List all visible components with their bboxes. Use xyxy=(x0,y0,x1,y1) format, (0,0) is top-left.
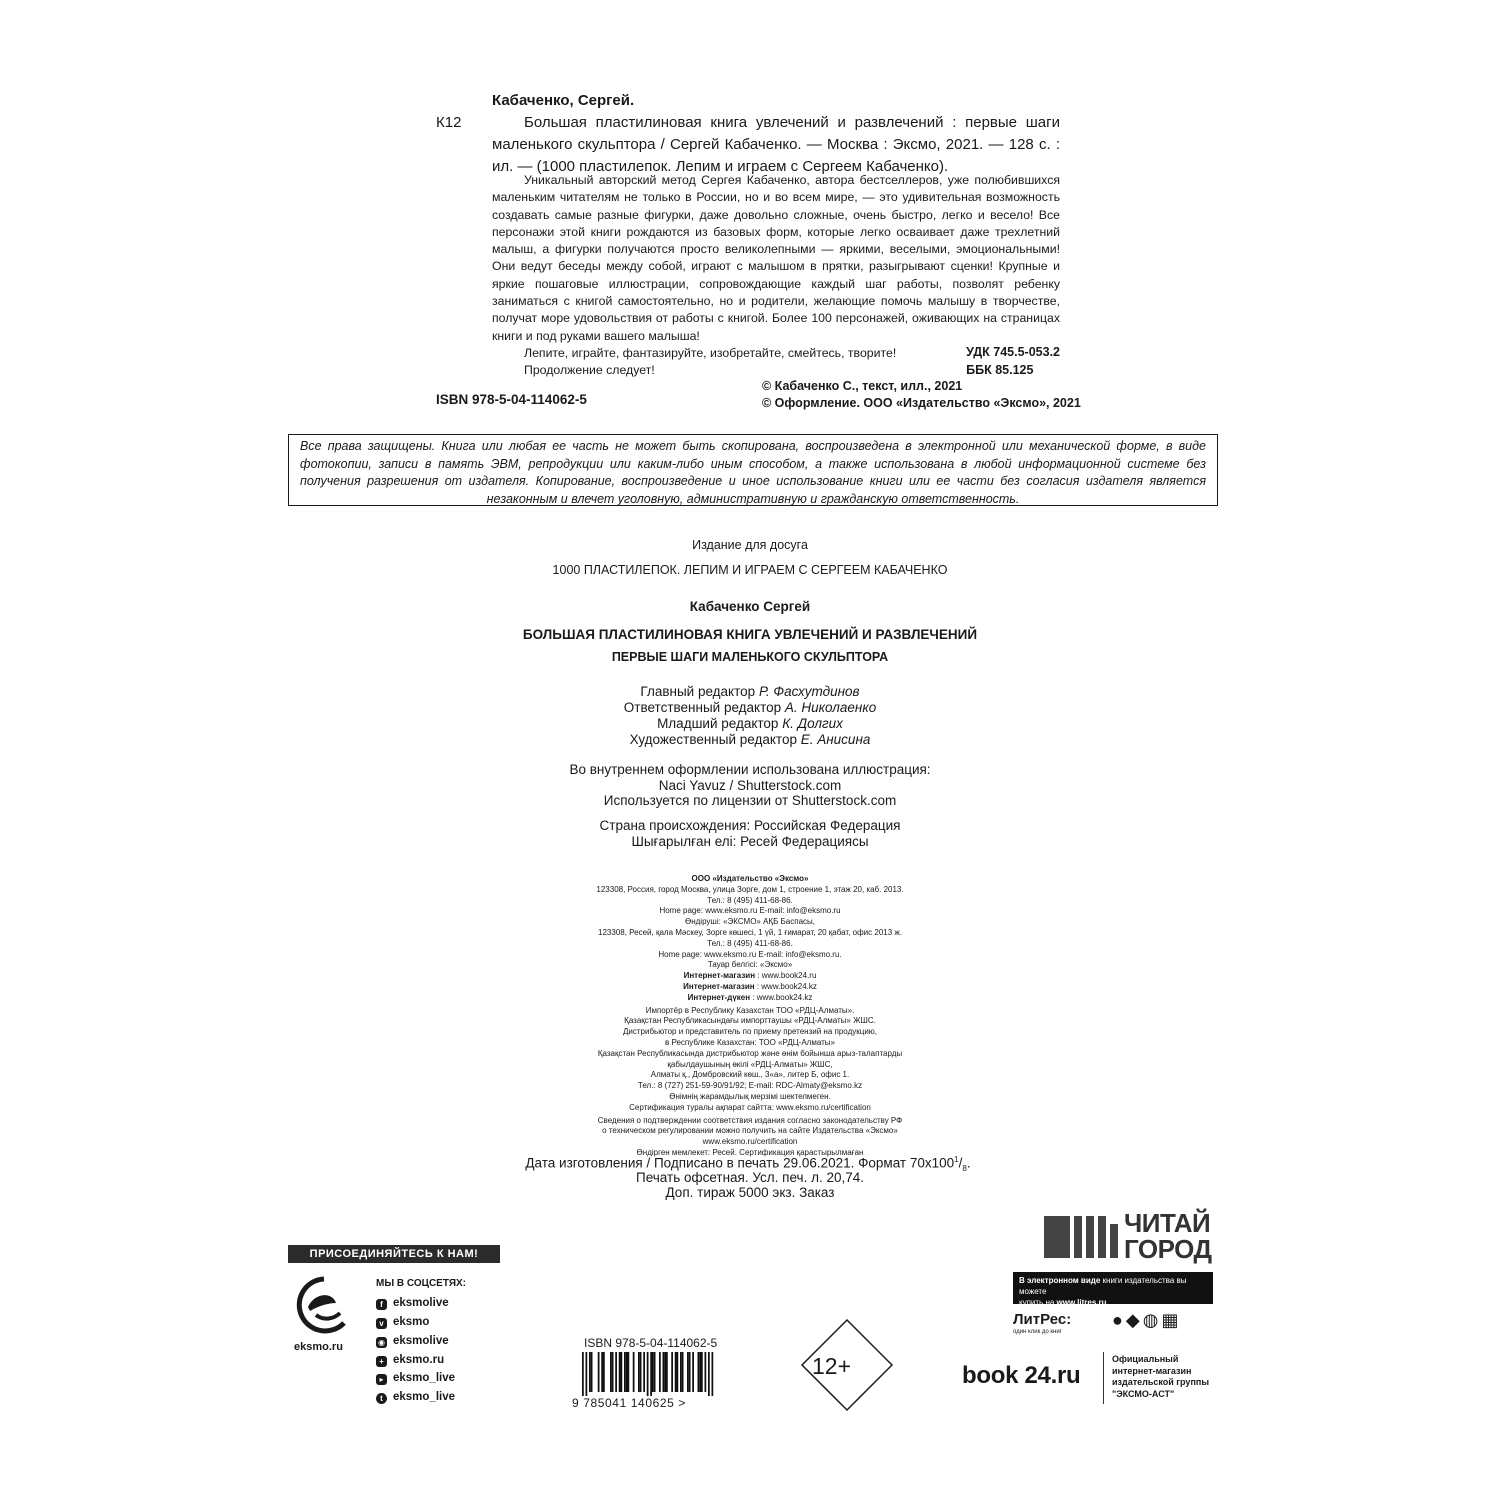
credit-person: А. Николаенко xyxy=(784,700,877,715)
age-rating: 12+ xyxy=(812,1353,852,1379)
print-date-text: Дата изготовления / Подписано в печать 29.06.2021. Формат 70x100 xyxy=(525,1155,955,1171)
barcode-bar xyxy=(633,1352,635,1392)
litres-banner[interactable] xyxy=(1013,1272,1213,1307)
barcode-bar xyxy=(615,1352,617,1392)
barcode-bar xyxy=(621,1352,623,1392)
chitai-gorod-wordmark[interactable] xyxy=(1124,1210,1212,1262)
credit-person: К. Долгих xyxy=(782,716,843,731)
barcode-bar xyxy=(689,1352,691,1392)
copyright-block xyxy=(762,378,1081,412)
imprint-line: Интернет-магазин : www.book24.ru xyxy=(683,971,817,981)
barcode-bar xyxy=(699,1352,701,1392)
imprint-line: в Республике Казахстан: ТОО «РДЦ-Алматы» xyxy=(665,1037,835,1047)
origin-ru: Страна происхождения: Российская Федерация xyxy=(599,818,901,833)
classification-code: К12 xyxy=(436,114,462,131)
book24-desc-line: Официальный xyxy=(1112,1354,1179,1364)
imprint-line: Алматы қ., Домбровский көш., 3«а», литер Б, офис 1. xyxy=(650,1070,850,1080)
apple-icon: ● xyxy=(1112,1310,1126,1330)
imprint-line: 123308, Ресей, қала Мәскеу, Зорге көшесі, 1 үй, 1 ғимарат, 20 қабат, офис 2013 ж. xyxy=(598,927,902,937)
author-name: Кабаченко Сергей xyxy=(689,599,811,614)
barcode-bar xyxy=(675,1352,677,1392)
format-denominator: 8 xyxy=(962,1164,967,1174)
instagram-icon: ◉ xyxy=(376,1337,387,1348)
imprint-block xyxy=(450,874,1050,1159)
social-link-instagram[interactable] xyxy=(376,1335,449,1348)
eksmo-logo-icon[interactable] xyxy=(294,1273,350,1337)
book24-desc-line: "ЭКСМО-АСТ" xyxy=(1112,1388,1175,1399)
annotation-paragraph: Продолжение следует! xyxy=(524,363,655,378)
social-label: eksmo_live xyxy=(393,1372,456,1384)
twitter-icon: t xyxy=(376,1393,387,1404)
barcode-bar xyxy=(591,1352,593,1392)
imprint-line: 123308, Россия, город Москва, улица Зорге, дом 1, строение 1, этаж 20, каб. 2013. xyxy=(596,884,904,894)
barcode-bar xyxy=(692,1352,694,1392)
print-run: Доп. тираж 5000 экз. Заказ xyxy=(665,1185,835,1200)
barcode-bar xyxy=(638,1352,640,1392)
barcode-bar xyxy=(589,1352,591,1392)
credit-person: Р. Фасхутдинов xyxy=(758,684,860,699)
book24-description xyxy=(1112,1354,1209,1400)
credit-person: Е. Анисина xyxy=(800,732,871,747)
credit-role: Ответственный редактор xyxy=(623,700,782,715)
bibliographic-description: Большая пластилиновая книга увлечений и развлечений : первые шаги маленького скульптора / Сергей Кабаченко. — Москва : Эксмо, 2021. — 128 с. : ил. — (1000 пластилепок. Лепим и играем с Сергеем Кабаченко). xyxy=(492,114,1060,175)
imprint-line: қабылдаушының өкілі «РДЦ-Алматы» ЖШС, xyxy=(667,1059,833,1069)
social-link-vk[interactable] xyxy=(376,1316,429,1329)
social-link-facebook[interactable] xyxy=(376,1297,449,1310)
chitai-gorod-line: ГОРОД xyxy=(1124,1234,1212,1264)
book24-desc-line: интернет-магазин xyxy=(1112,1365,1192,1376)
barcode-bar xyxy=(708,1352,710,1396)
print-date: Дата изготовления / Подписано в печать 29.06.2021. Формат $70x100^1/_8$. xyxy=(525,1155,971,1174)
barcode-bar xyxy=(663,1352,665,1392)
barcode-bar xyxy=(652,1352,654,1392)
social-label: eksmo.ru xyxy=(393,1354,445,1366)
social-label: eksmolive xyxy=(393,1297,449,1309)
join-us-banner: ПРИСОЕДИНЯЙТЕСЬ К НАМ! xyxy=(288,1245,500,1263)
copyright-design: © Оформление. ООО «Издательство «Эксмо», 2021 xyxy=(762,396,1081,410)
barcode-bar xyxy=(619,1352,621,1392)
imprint-line: www.eksmo.ru/certification xyxy=(702,1137,798,1147)
illustration-note: Во внутреннем оформлении использована иллюстрация: xyxy=(569,762,931,777)
social-label: eksmo xyxy=(393,1316,430,1328)
isbn-top: ISBN 978-5-04-114062-5 xyxy=(436,392,587,407)
divider xyxy=(1103,1352,1104,1404)
litres-banner-text: купить на xyxy=(1019,1298,1057,1307)
litres-url: www.litres.ru xyxy=(1056,1298,1107,1307)
book-title: БОЛЬШАЯ ПЛАСТИЛИНОВАЯ КНИГА УВЛЕЧЕНИЙ И РАЗВЛЕЧЕНИЙ xyxy=(522,627,978,642)
imprint-line: Интернет-магазин : www.book24.kz xyxy=(683,981,817,991)
barcode-bar xyxy=(612,1352,614,1392)
imprint-line: Сведения о подтверждении соответствия издания согласно законодательству РФ xyxy=(597,1115,903,1125)
copyright-text: © Кабаченко С., текст, илл., 2021 xyxy=(762,379,963,393)
imprint-line: Өндірген мемлекет: Ресей. Сертификация қарастырылмаған xyxy=(636,1147,864,1157)
imprint-line: Дистрибьютор и представитель по приему претензий на продукцию, xyxy=(622,1027,878,1037)
barcode-bar xyxy=(698,1352,700,1392)
print-method: Печать офсетная. Усл. печ. л. 20,74. xyxy=(636,1170,864,1185)
social-label: eksmolive xyxy=(393,1335,449,1347)
platform-icons xyxy=(1112,1310,1181,1331)
facebook-icon: f xyxy=(376,1299,387,1310)
odnoklassniki-icon: + xyxy=(376,1356,387,1367)
eksmo-site-link[interactable]: eksmo.ru xyxy=(294,1341,343,1353)
litres-tagline: один клик до книг xyxy=(1013,1329,1062,1335)
imprint-line: Тел.: 8 (495) 411-68-86. xyxy=(707,895,793,905)
windows-phone-icon: ◍ xyxy=(1142,1310,1162,1330)
annotation-paragraph: Уникальный авторский метод Сергея Кабаченко, автора бестселлеров, уже полюбившихся маленьким читателям не только в России, но и во всем мире, — это удивительная возможность создавать самые разные фигурки, даже довольно сложные, очень быстро, легко и весело! Все персонажи этой книги рождаются из базовых форм, которые легко осваивает даже трехлетний малыш, а фигурки получаются просто великолепными — яркими, веселыми, эмоциональными! Они ведут беседы между собой, играют с малышом в прятки, разыгрывают сценки! Крупные и яркие пошаговые иллюстрации, сопровождающие каждый шаг работы, позволят ребенку заниматься с книгой самостоятельно, но и родители, желающие помочь малышу в творчестве, получат море удовольствия от работы с книгой. Более 100 персонажей, оживающих на страницах книги и под руками вашего малыша! xyxy=(492,173,1060,343)
barcode-bar xyxy=(659,1352,661,1392)
imprint-line: Тел.: 8 (495) 411-68-86. xyxy=(707,938,793,948)
bbk-code: ББК 85.125 xyxy=(966,363,1034,377)
illustration-license: Используется по лицензии от Shutterstock.com xyxy=(603,793,897,808)
barcode-bar xyxy=(701,1352,703,1392)
chitai-gorod-logo-icon[interactable] xyxy=(1044,1216,1118,1258)
social-link-youtube[interactable] xyxy=(376,1372,455,1385)
litres-banner-text: книги издательства вы можете xyxy=(1019,1276,1187,1296)
barcode-digits: 9 785041 140625 > xyxy=(572,1396,686,1410)
credit-line xyxy=(0,716,1500,731)
imprint-line: Тел.: 8 (727) 251-59-90/91/92; E-mail: RDC-Almaty@eksmo.kz xyxy=(637,1081,863,1091)
credit-role: Главный редактор xyxy=(640,684,756,699)
barcode-icon xyxy=(580,1352,720,1396)
imprint-line: Сертификация туралы ақпарат сайтта: www.eksmo.ru/certification xyxy=(629,1102,871,1112)
series-title: 1000 ПЛАСТИЛЕПОК. ЛЕПИМ И ИГРАЕМ С СЕРГЕЕМ КАБАЧЕНКО xyxy=(552,563,948,577)
barcode-bar xyxy=(624,1352,626,1392)
social-link-twitter[interactable] xyxy=(376,1391,455,1404)
barcode-bar xyxy=(654,1352,656,1392)
barcode-bar xyxy=(705,1352,707,1392)
chitai-gorod-line: ЧИТАЙ xyxy=(1124,1208,1211,1238)
litres-logo[interactable]: ЛитРес: xyxy=(1013,1311,1072,1328)
android-icon: ◆ xyxy=(1125,1310,1143,1330)
credit-line xyxy=(0,700,1500,715)
credit-line xyxy=(0,732,1500,747)
credit-line xyxy=(0,684,1500,699)
imprint-line: Импортёр в Республику Казахстан ТОО «РДЦ-Алматы». xyxy=(645,1005,855,1015)
youtube-icon: ▸ xyxy=(376,1374,387,1385)
barcode-isbn: ISBN 978-5-04-114062-5 xyxy=(584,1336,718,1350)
barcode-bar xyxy=(601,1352,603,1392)
format-numerator: 1 xyxy=(954,1155,959,1164)
social-link-odnoklassniki[interactable] xyxy=(376,1354,444,1367)
udk-bbk xyxy=(966,343,1060,379)
barcode-bar xyxy=(666,1352,668,1392)
imprint-line: о техническом регулировании можно получить на сайте Издательства «Эксмо» xyxy=(602,1126,898,1136)
social-title: МЫ В СОЦСЕТЯХ: xyxy=(376,1278,467,1289)
barcode-bar xyxy=(682,1352,684,1392)
imprint-line: Home page: www.eksmo.ru E-mail: info@eksmo.ru xyxy=(659,906,841,916)
barcode-bar xyxy=(643,1352,645,1392)
imprint-line: Өндіруші: «ЭКСМО» АҚБ Баспасы, xyxy=(684,917,816,927)
edition-type: Издание для досуга xyxy=(692,538,808,552)
windows-icon: ▦ xyxy=(1161,1310,1182,1330)
barcode-bar xyxy=(671,1352,673,1392)
barcode-bar xyxy=(664,1352,666,1392)
annotation-paragraph: Лепите, играйте, фантазируйте, изобретайте, смейтесь, творите! xyxy=(524,345,897,360)
barcode-bar xyxy=(582,1352,584,1396)
imprint-line: Қазақстан Республикасында дистрибьютор және өнім бойынша арыз-талаптарды xyxy=(597,1048,903,1058)
barcode-bar xyxy=(647,1352,649,1396)
origin-kz: Шығарылған елі: Ресей Федерациясы xyxy=(631,834,869,849)
barcode-bar xyxy=(650,1352,652,1396)
book24-desc-line: издательской группы xyxy=(1112,1377,1210,1387)
credit-role: Младший редактор xyxy=(657,716,779,731)
barcode-bar xyxy=(712,1352,714,1396)
imprint-line: Интернет-дүкен : www.book24.kz xyxy=(687,992,813,1002)
barcode-bar xyxy=(640,1352,642,1392)
barcode-bar xyxy=(680,1352,682,1392)
vk-icon: v xyxy=(376,1318,387,1329)
rights-notice: Все права защищены. Книга или любая ее часть не может быть скопирована, воспроизведена в электронной или механической форме, в виде фотокопии, записи в память ЭВМ, репродукции или каким-либо иным способом, а также использована в любой информационной системе без получения разрешения от издателя. Копирование, воспроизведение и иное использование книги или ее части без согласия издателя является незаконным и влечет уголовную, административную и гражданскую ответственность. xyxy=(288,434,1218,506)
barcode-bar xyxy=(677,1352,679,1392)
barcode-bar xyxy=(610,1352,612,1392)
barcode-bar xyxy=(626,1352,628,1392)
imprint-line: Тауар белгісі: «Эксмо» xyxy=(707,960,793,970)
imprint-line: Қазақстан Республикасындағы импорттаушы «РДЦ-Алматы» ЖШС. xyxy=(624,1016,876,1026)
barcode-bar xyxy=(598,1352,600,1392)
barcode-bar xyxy=(687,1352,689,1392)
author-heading: Кабаченко, Сергей. xyxy=(492,92,635,109)
imprint-line: Өнімнің жарамдылық мерзімі шектелмеген. xyxy=(669,1091,831,1101)
book24-logo[interactable]: book 24.ru xyxy=(962,1362,1081,1389)
imprint-line: ООО «Издательство «Эксмо» xyxy=(691,874,809,883)
imprint-line: Home page: www.eksmo.ru E-mail: info@eksmo.ru. xyxy=(658,949,842,959)
book-subtitle: ПЕРВЫЕ ШАГИ МАЛЕНЬКОГО СКУЛЬПТОРА xyxy=(611,650,889,664)
credit-role: Художественный редактор xyxy=(629,732,797,747)
social-label: eksmo_live xyxy=(393,1391,456,1403)
litres-banner-emphasis: В электронном виде xyxy=(1019,1276,1101,1285)
barcode-bar xyxy=(586,1352,588,1396)
udk-code: УДК 745.5-053.2 xyxy=(966,345,1060,359)
barcode-bar xyxy=(628,1352,630,1392)
illustration-source: Naci Yavuz / Shutterstock.com xyxy=(658,778,842,793)
barcode-bar xyxy=(603,1352,605,1392)
